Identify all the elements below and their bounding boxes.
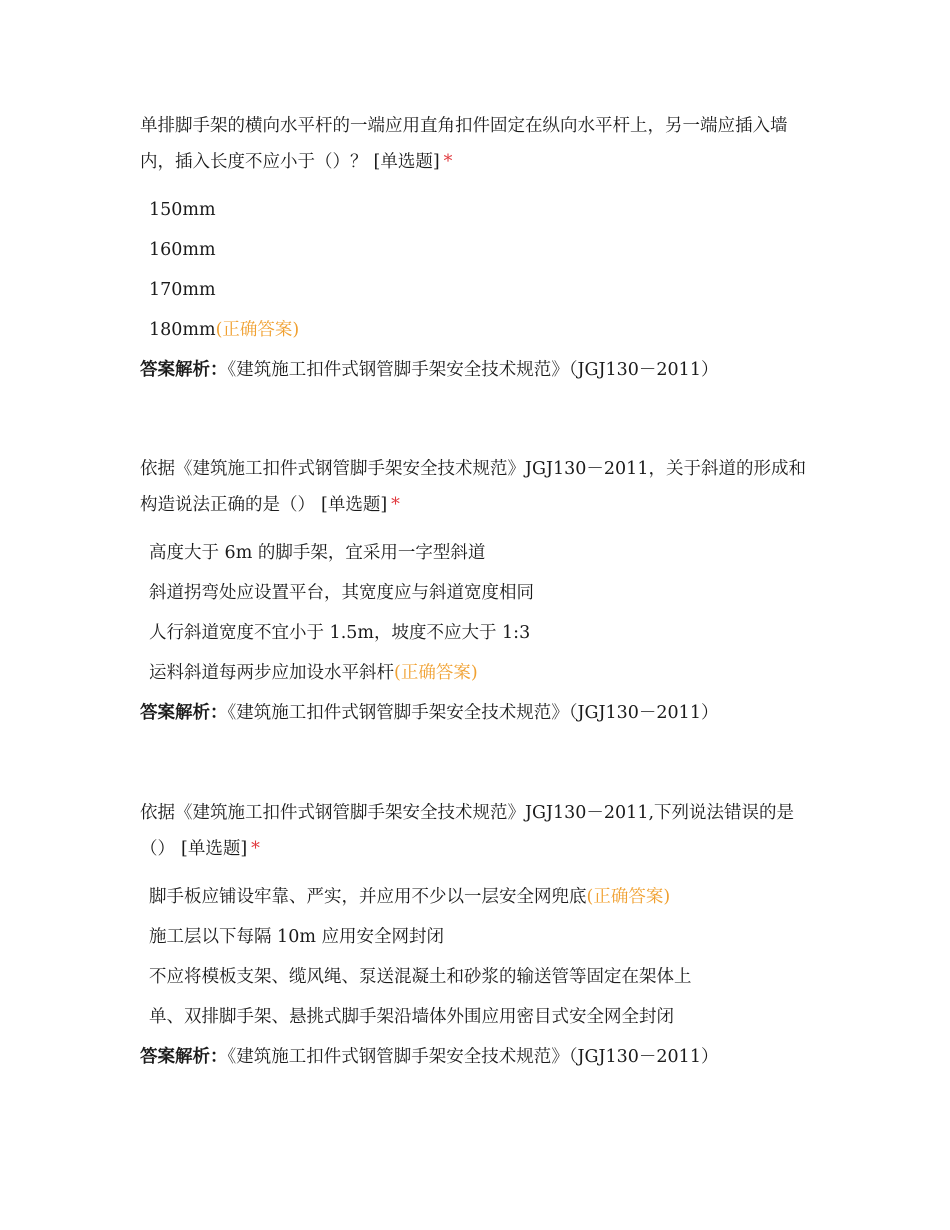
answer-analysis xyxy=(140,350,820,390)
required-mark: * xyxy=(443,152,453,172)
required-mark: * xyxy=(251,839,260,859)
required-mark: * xyxy=(391,495,400,515)
question-title: 单排脚手架的横向水平杆的一端应用直角扣件固定在纵向水平杆上，另一端应插入墙内，插入长度不应小于（）？ [单选题] * xyxy=(140,116,788,172)
question-2 xyxy=(140,451,820,733)
analysis-label: 答案解析： xyxy=(140,360,228,380)
option-d[interactable]: 运料斜道每两步应加设水平斜杆(正确答案) xyxy=(149,663,478,683)
correct-answer-tag: (正确答案) xyxy=(586,887,671,907)
option-a[interactable]: 150mm xyxy=(149,200,216,220)
option-list xyxy=(140,533,820,693)
option-a[interactable]: 脚手板应铺设牢靠、严实，并应用不少以一层安全网兜底(正确答案) xyxy=(149,887,671,907)
answer-analysis xyxy=(140,1037,820,1077)
analysis-label: 答案解析： xyxy=(140,703,228,723)
option-b[interactable]: 160mm xyxy=(149,240,216,260)
analysis-text: 《建筑施工扣件式钢管脚手架安全技术规范》（JGJ130－2011） xyxy=(227,360,719,380)
question-title: 依据《建筑施工扣件式钢管脚手架安全技术规范》JGJ130－2011，关于斜道的形成和构造说法正确的是（） [单选题] * xyxy=(140,459,806,515)
option-c[interactable]: 人行斜道宽度不宜小于 1.5m，坡度不应大于 1:3 xyxy=(149,623,531,643)
option-b[interactable]: 施工层以下每隔 10m 应用安全网封闭 xyxy=(149,927,444,947)
option-c[interactable]: 170mm xyxy=(149,280,216,300)
option-b[interactable]: 斜道拐弯处应设置平台，其宽度应与斜道宽度相同 xyxy=(149,583,534,603)
question-type: [单选题] xyxy=(321,495,388,515)
option-list xyxy=(140,877,820,1037)
answer-analysis xyxy=(140,693,820,733)
option-list xyxy=(140,190,820,350)
analysis-label: 答案解析： xyxy=(140,1047,228,1067)
correct-answer-tag: (正确答案) xyxy=(394,663,478,683)
question-1 xyxy=(140,108,820,390)
analysis-text: 《建筑施工扣件式钢管脚手架安全技术规范》（JGJ130－2011） xyxy=(227,703,719,723)
option-d[interactable]: 单、双排脚手架、悬挑式脚手架沿墙体外围应用密目式安全网全封闭 xyxy=(149,1007,674,1027)
question-type: [单选题] xyxy=(181,839,248,859)
option-c[interactable]: 不应将模板支架、缆风绳、泵送混凝土和砂浆的输送管等固定在架体上 xyxy=(149,967,692,987)
question-type: [单选题] xyxy=(373,152,440,172)
option-a[interactable]: 高度大于 6m 的脚手架，宜采用一字型斜道 xyxy=(149,543,486,563)
question-3 xyxy=(140,795,820,1077)
question-title: 依据《建筑施工扣件式钢管脚手架安全技术规范》JGJ130－2011,下列说法错误的是（） [单选题] * xyxy=(140,803,795,859)
option-d[interactable]: 180mm(正确答案) xyxy=(149,320,300,340)
correct-answer-tag: (正确答案) xyxy=(215,320,300,340)
analysis-text: 《建筑施工扣件式钢管脚手架安全技术规范》（JGJ130－2011） xyxy=(227,1047,719,1067)
